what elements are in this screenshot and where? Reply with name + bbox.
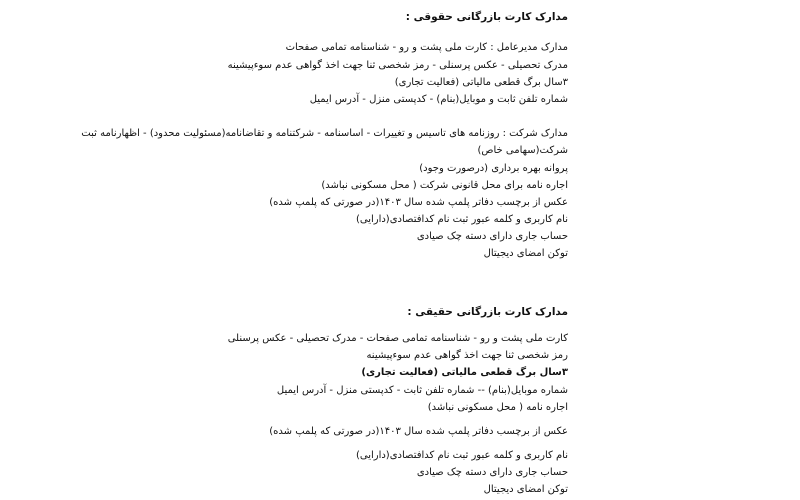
legal-item-checking-account: حساب جاری دارای دسته چک صیادی bbox=[416, 231, 568, 242]
legal-item-ceo-education: مدرک تحصیلی - عکس پرسنلی - رمز شخصی ثنا جهت اخذ گواهی عدم سوءپیشینه bbox=[227, 60, 568, 71]
legal-item-ceo-id: مدارک مدیرعامل : کارت ملی پشت و رو - شناسنامه تمامی صفحات bbox=[285, 42, 568, 53]
legal-item-tax-portal-login: نام کاربری و کلمه عبور ثبت نام کدافتصادی(دارایی) bbox=[355, 214, 568, 225]
legal-item-sealed-books-photo: عکس از برچسب دفاتر پلمپ شده سال ۱۴۰۳(در صورتی که پلمپ شده) bbox=[269, 197, 568, 208]
legal-item-company-type: شرکت(سهامی خاص) bbox=[477, 145, 568, 156]
natural-item-lease: اجاره نامه ( محل مسکونی نباشد) bbox=[427, 402, 568, 413]
natural-item-tax-forms: ۳سال برگ قطعی مالیاتی (فعالیت تجاری) bbox=[361, 367, 568, 378]
legal-item-tax-forms: ۳سال برگ قطعی مالیاتی (فعالیت تجاری) bbox=[394, 77, 568, 88]
natural-item-digital-signature-token: توکن امضای دیجیتال bbox=[483, 484, 568, 495]
natural-item-id-documents: کارت ملی پشت و رو - شناسنامه تمامی صفحات - مدرک تحصیلی - عکس پرسنلی bbox=[227, 333, 568, 344]
natural-item-tax-portal-login: نام کاربری و کلمه عبور ثبت نام کدافتصادی(دارایی) bbox=[355, 450, 568, 461]
legal-item-lease: اجاره نامه برای محل قانونی شرکت ( محل مسکونی نباشد) bbox=[321, 180, 568, 191]
legal-item-company-docs: مدارک شرکت : روزنامه های تاسیس و تغییرات - اساسنامه - شرکتنامه و تقاضانامه(مسئولیت محدود) - اظهارنامه ثبت bbox=[81, 128, 568, 139]
natural-item-checking-account: حساب جاری دارای دسته چک صیادی bbox=[416, 467, 568, 478]
legal-item-operating-license: پروانه بهره برداری (درصورت وجود) bbox=[419, 163, 568, 174]
legal-item-digital-signature-token: توکن امضای دیجیتال bbox=[483, 248, 568, 259]
natural-item-sealed-books-photo: عکس از برچسب دفاتر پلمپ شده سال ۱۴۰۳(در صورتی که پلمپ شده) bbox=[269, 426, 568, 437]
legal-item-contact-info: شماره تلفن ثابت و موبایل(بنام) - کدپستی منزل - آدرس ایمیل bbox=[309, 94, 568, 105]
natural-item-contact-info: شماره موبایل(بنام) -- شماره تلفن ثابت - کدپستی منزل - آدرس ایمیل bbox=[276, 385, 568, 396]
natural-item-sana-password: رمز شخصی ثنا جهت اخذ گواهی عدم سوءپیشینه bbox=[366, 350, 568, 361]
natural-section-heading: مدارک کارت بازرگانی حقیقی : bbox=[407, 306, 568, 318]
legal-section-heading: مدارک کارت بازرگانی حقوقی : bbox=[405, 11, 568, 23]
